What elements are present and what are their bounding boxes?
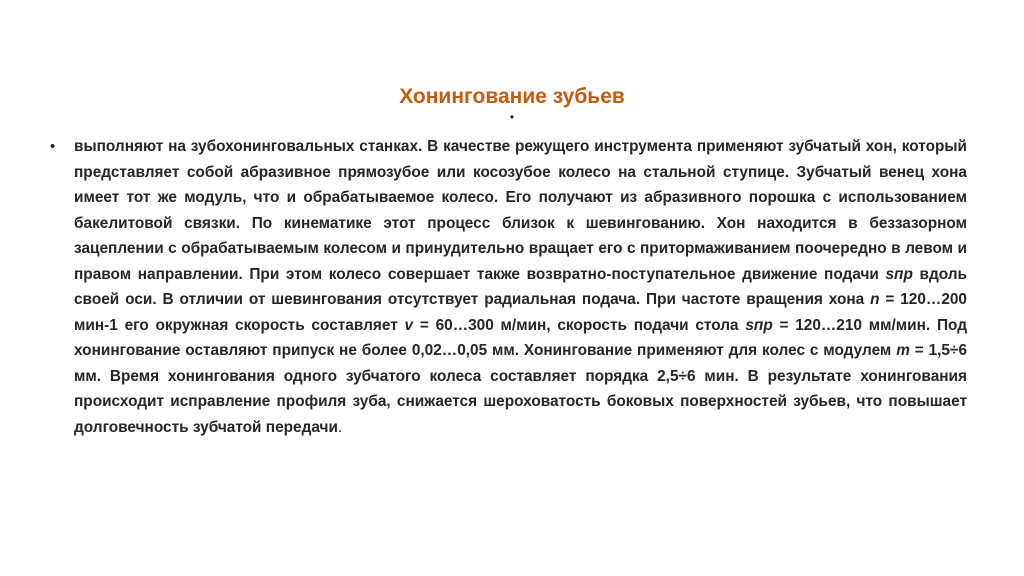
body-bullet: • [50,138,56,155]
text-segment: = 60…300 м/мин, скорость подачи стола [413,316,746,334]
text-segment: = 120…210 мм/мин. Под хонингование оставляют припуск не более 0,02…0,05 мм. Хонингование применяют для колес с модулем [74,316,967,359]
text-segment: выполняют на зубохонинговальных станках. В качестве режущего инструмента применяют зубчатый хон, который представляет собой абразивное прямозубое или косозубое колесо на стальной ступице. Зубчатый венец хона имеет тот же модуль, что и обрабатываемое колесо. Его получают из абразивного порошка с использованием бакелитовой связки. По кинематике этот процесс близок к шевингованию. Хон находится в беззазорном зацеплении с обрабатываемым колесом и принудительно вращает его с притормаживанием поочередно в левом и правом направлении. При этом колесо совершает также возвратно-поступательное движение подачи [74,138,967,283]
variable-feed: sпр [745,316,773,334]
text-segment: = 1,5÷6 мм. Время хонингования одного зубчатого колеса составляет порядка 2,5÷6 мин. В результате хонингования происходит исправление профиля зуба, снижается шероховатость боковых поверхностей зубьев, что повышает долговечность зубчатой передачи [74,342,967,436]
variable-feed: sпр [885,265,913,283]
title-bullet: • [509,110,515,124]
paragraph-end: . [337,418,343,436]
variable-module: m [896,342,910,359]
variable-rotation: n [870,291,880,308]
text-segment: вдоль своей оси. В отличии от шевингования отсутствует радиальная подача. При частоте вращения хона [74,265,967,308]
text-segment: = 120…200 мин-1 его окружная скорость составляет [74,291,967,334]
variable-speed: v [404,316,414,334]
slide-title: Хонингование зубьев [399,85,625,108]
body-paragraph [74,134,967,440]
